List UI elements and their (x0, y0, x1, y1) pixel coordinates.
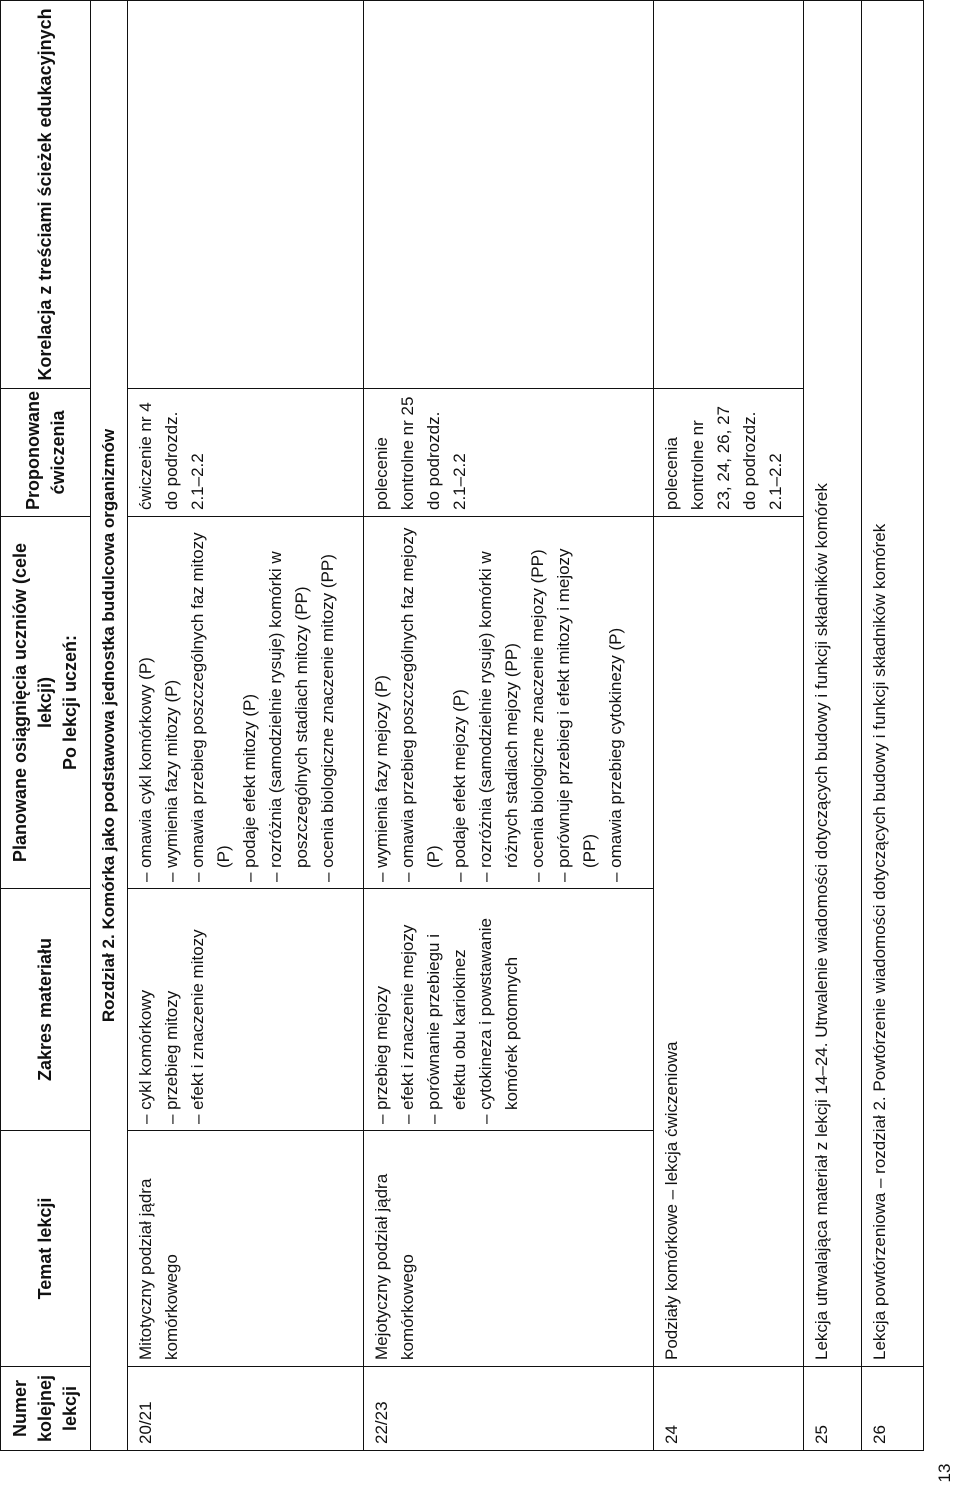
header-number: Numer kolejnej lekcji (1, 1367, 91, 1451)
lesson-number: 25 (804, 1367, 862, 1451)
lesson-number: 24 (654, 1367, 804, 1451)
list-item: – porównuje przebieg i efekt mitozy i mejozy (PP) (554, 548, 599, 882)
table-row (862, 1, 924, 1451)
list-item: – rozróżnia (samodzielnie rysuje) komórki w różnych stadiach mejozy (PP) (476, 551, 521, 882)
rotated-page (0, 1, 920, 1451)
list-item: – ocenia biologiczne znaczenie mejozy (PP) (528, 549, 547, 882)
table-row (804, 1, 862, 1451)
list-item: – omawia przebieg poszczególnych faz mitozy (P) (188, 532, 233, 882)
list-item: – omawia cykl komórkowy (P) (136, 657, 155, 882)
lesson-topic: Podziały komórkowe – lekcja ćwiczeniowa (654, 517, 804, 1367)
header-row (1, 1, 91, 1451)
header-exercises: Proponowane ćwiczenia (1, 389, 91, 517)
header-outcomes (1, 517, 91, 889)
outcomes-cell (128, 517, 364, 889)
exercises-cell: polecenie kontrolne nr 25 do podrozdz. 2.1–2.2 (364, 389, 654, 517)
list-item: – efekt i znaczenie mitozy (188, 929, 207, 1124)
scope-cell (364, 889, 654, 1131)
table-row (128, 1, 364, 1451)
list-item: – rozróżnia (samodzielnie rysuje) komórki w poszczególnych stadiach mitozy (PP) (266, 551, 311, 882)
list-item: – efekt i znaczenie mejozy (398, 924, 417, 1124)
list-item: – omawia przebieg cytokinezy (P) (606, 627, 625, 882)
section-row (91, 1, 128, 1451)
lesson-number: 20/21 (128, 1367, 364, 1451)
lesson-topic: Mejotyczny podział jądra komórkowego (364, 1131, 654, 1367)
table-row (364, 1, 654, 1451)
list-item: – cykl komórkowy (136, 989, 155, 1124)
list-item: – podaje efekt mejozy (P) (450, 689, 469, 882)
table-row (654, 1, 804, 1451)
list-item: – wymienia fazy mitozy (P) (162, 679, 181, 882)
correlation-cell (654, 1, 804, 389)
header-topic: Temat lekcji (1, 1131, 91, 1367)
correlation-cell (128, 1, 364, 389)
header-correlation: Korelacja z treściami ścieżek edukacyjnych (1, 1, 91, 389)
list-item: – podaje efekt mitozy (P) (240, 693, 259, 882)
lesson-number: 26 (862, 1367, 924, 1451)
exercises-cell: polecenia kontrolne nr 23, 24, 26, 27 do podrozdz. 2.1–2.2 (654, 389, 804, 517)
outcomes-cell (364, 517, 654, 889)
lesson-topic: Lekcja utrwalająca materiał z lekcji 14–24. Utrwalenie wiadomości dotyczących budowy i funkcji składników komórek (804, 1, 862, 1367)
scope-cell (128, 889, 364, 1131)
list-item: – przebieg mitozy (162, 990, 181, 1124)
list-item: – wymienia fazy mejozy (P) (372, 675, 391, 882)
page-number: 13 (935, 1463, 954, 1483)
correlation-cell (364, 1, 654, 389)
list-item: – porównanie przebiegu i efektu obu kariokinez (424, 934, 469, 1124)
lesson-number: 22/23 (364, 1367, 654, 1451)
header-scope: Zakres materiału (1, 889, 91, 1131)
lesson-topic: Mitotyczny podział jądra komórkowego (128, 1131, 364, 1367)
list-item: – cytokineza i powstawanie komórek potomnych (476, 917, 521, 1124)
header-outcomes-line2: Po lekcji uczeń: (60, 634, 80, 771)
list-item: – omawia przebieg poszczególnych faz mejozy (P) (398, 527, 443, 882)
header-outcomes-line1: Planowane osiągnięcia uczniów (cele lekcji) (10, 542, 55, 863)
lesson-topic: Lekcja powtórzeniowa – rozdział 2. Powtórzenie wiadomości dotyczących budowy i funkcji składników komórek (862, 1, 924, 1367)
section-title: Rozdział 2. Komórka jako podstawowa jednostka budulcowa organizmów (91, 1, 128, 1451)
list-item: – ocenia biologiczne znaczenie mitozy (PP) (318, 554, 337, 882)
exercises-cell: ćwiczenie nr 4 do podrozdz. 2.1–2.2 (128, 389, 364, 517)
list-item: – przebieg mejozy (372, 986, 391, 1124)
